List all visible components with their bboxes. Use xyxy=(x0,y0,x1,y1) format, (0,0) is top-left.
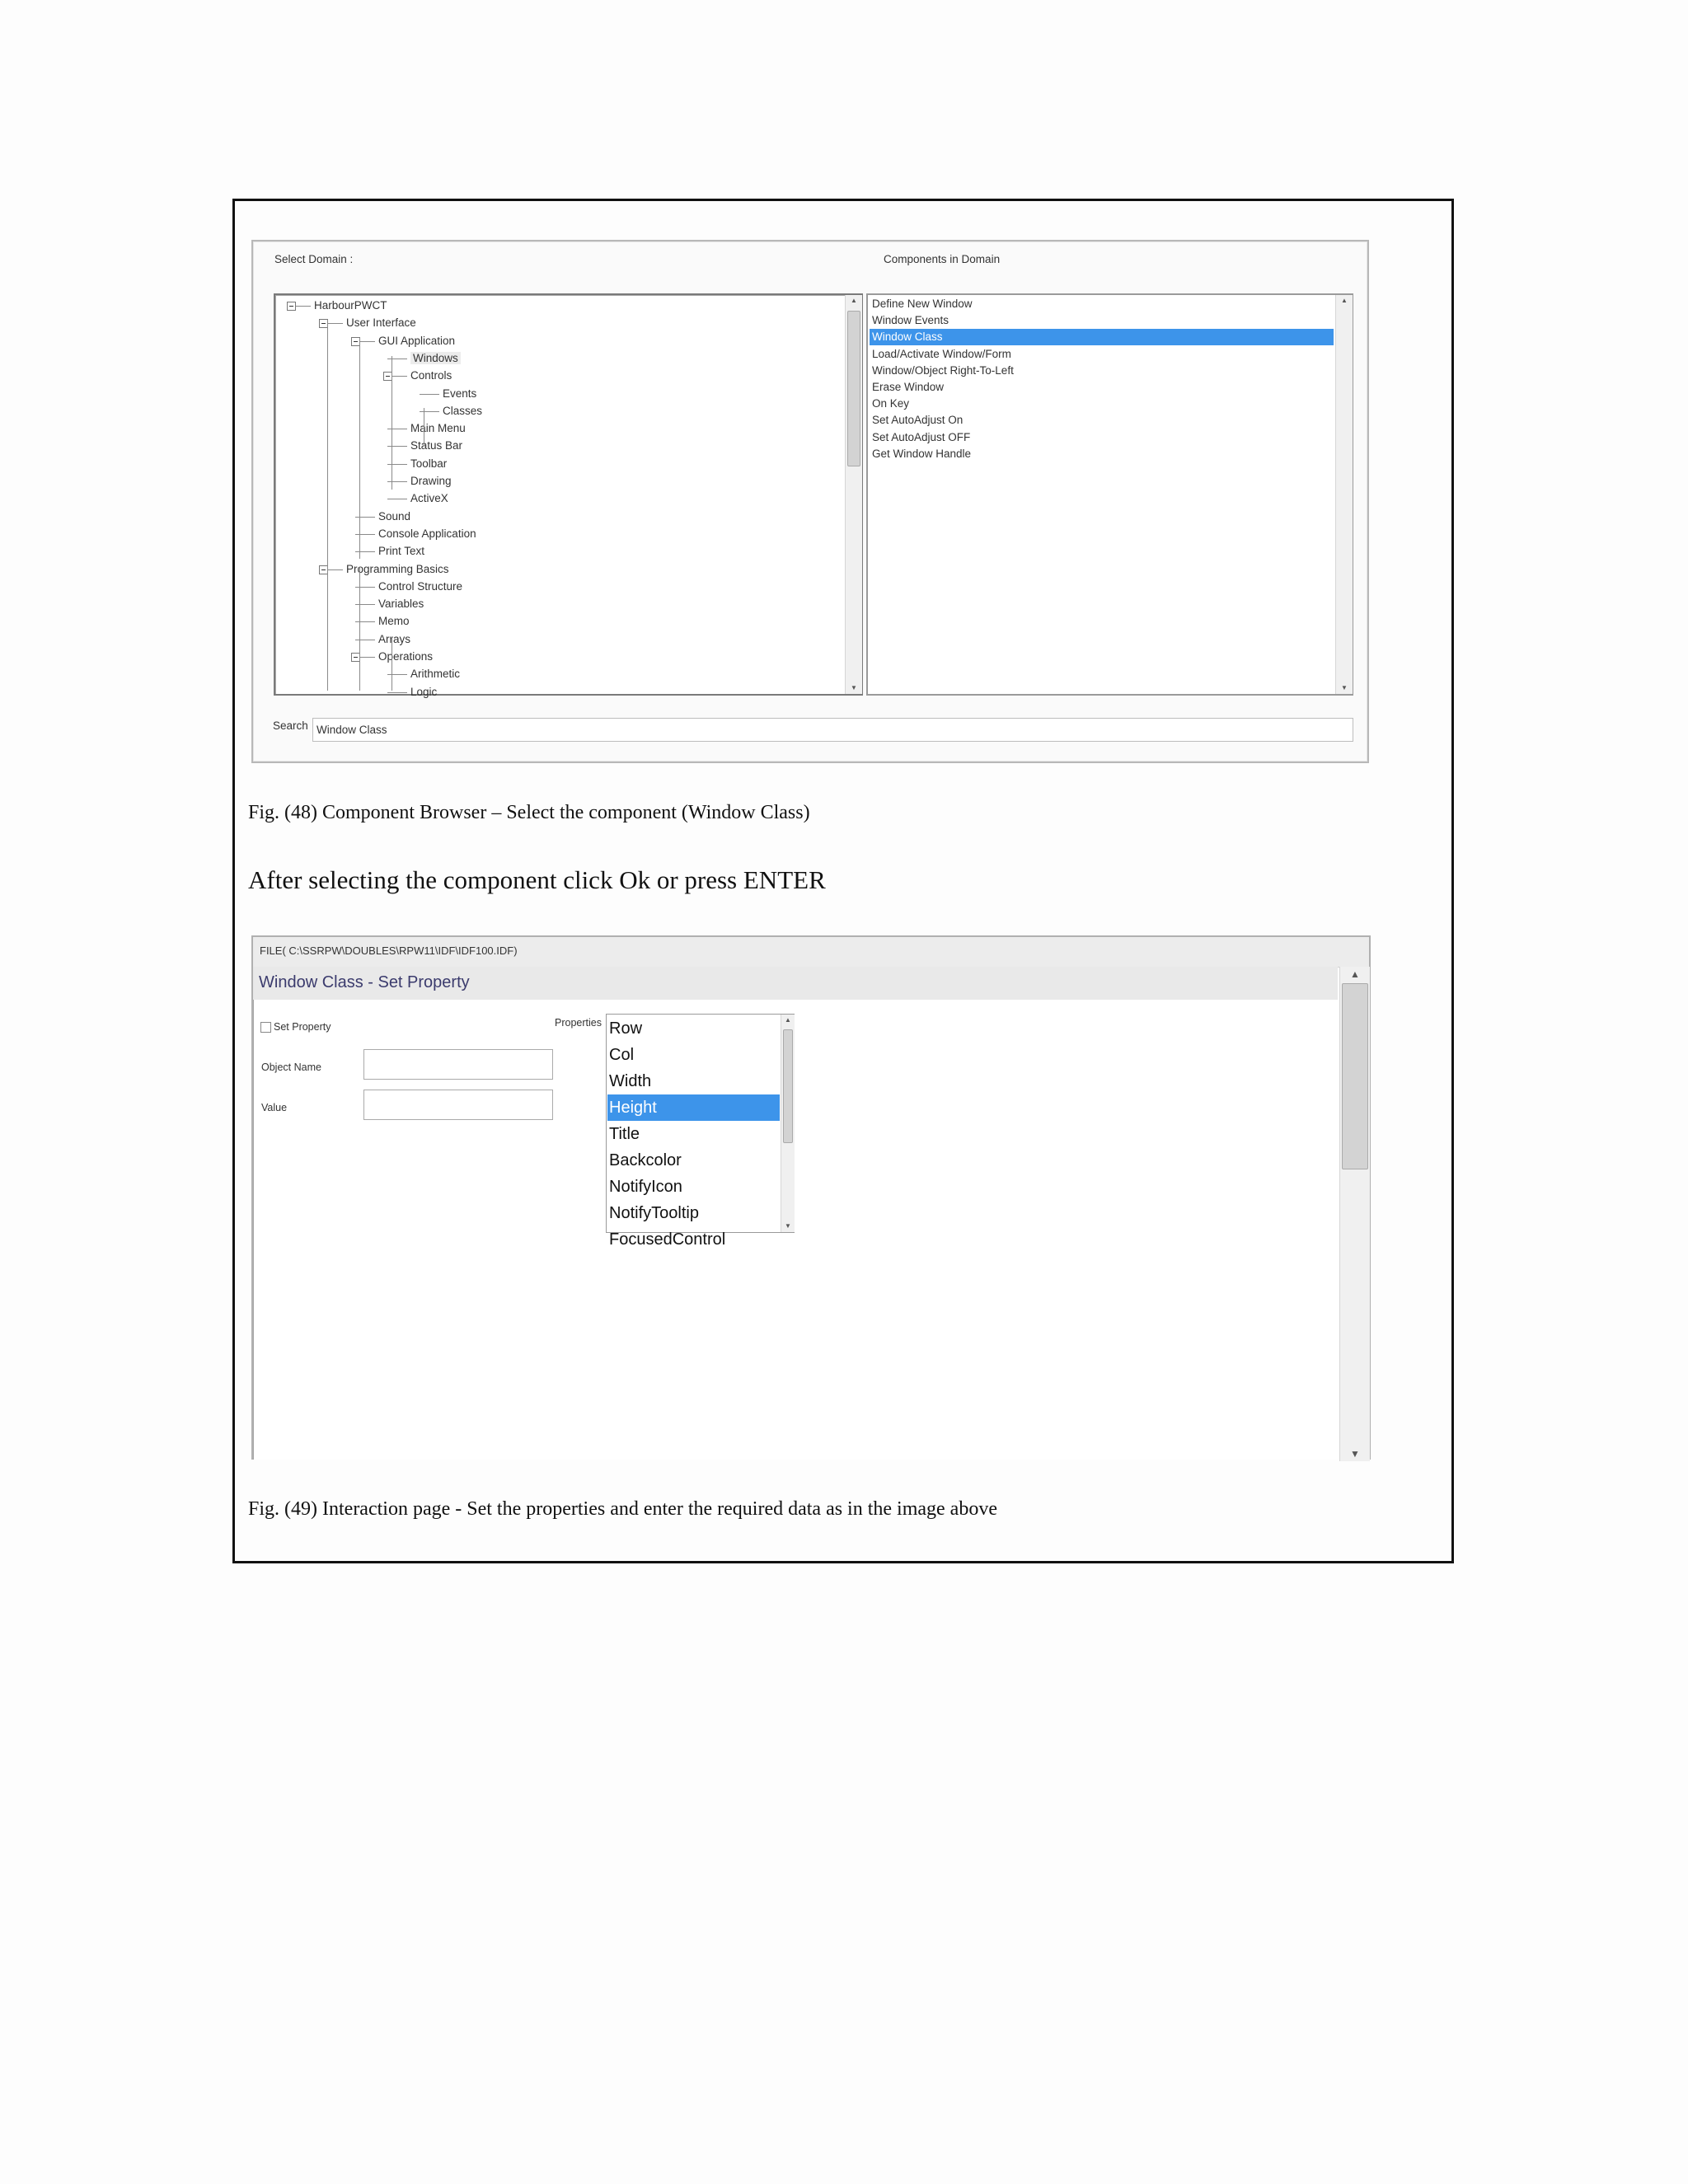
tree-scroll-thumb[interactable] xyxy=(847,311,860,466)
properties-list[interactable] xyxy=(606,1014,795,1249)
tree-item-label: User Interface xyxy=(346,316,416,330)
figure-49-caption: Fig. (49) Interaction page - Set the properties and enter the required data as in the image above xyxy=(248,1498,997,1520)
tree-item[interactable] xyxy=(378,613,410,630)
property-item[interactable]: Title xyxy=(609,1125,640,1143)
properties-scroll-thumb[interactable] xyxy=(783,1029,793,1143)
tree-item[interactable] xyxy=(410,473,452,490)
tree-connector xyxy=(387,464,407,465)
tree-item[interactable] xyxy=(410,684,437,701)
tree-connector xyxy=(392,376,407,377)
tree-item-label: Print Text xyxy=(378,545,425,558)
set-property-checkbox[interactable] xyxy=(260,1022,271,1033)
component-item[interactable]: Set AutoAdjust OFF xyxy=(872,430,971,443)
property-item[interactable]: Height xyxy=(607,1094,780,1121)
page-scroll-thumb[interactable] xyxy=(1342,983,1368,1169)
file-path-bar xyxy=(253,937,1369,968)
figure-48-caption: Fig. (48) Component Browser – Select the component (Window Class) xyxy=(248,802,810,823)
tree-item[interactable] xyxy=(378,579,462,595)
search-label: Search xyxy=(273,719,308,732)
component-item[interactable]: Window/Object Right-To-Left xyxy=(872,363,1014,377)
left-edge xyxy=(253,1000,254,1460)
window-title: Window Class - Set Property xyxy=(259,973,470,991)
tree-item[interactable] xyxy=(378,509,410,525)
tree-guide-line xyxy=(359,338,360,559)
tree-item[interactable] xyxy=(410,350,461,367)
tree-connector xyxy=(360,657,375,658)
tree-item[interactable] xyxy=(378,649,433,665)
scroll-down-icon[interactable]: ▼ xyxy=(851,684,857,691)
value-label: Value xyxy=(261,1102,288,1113)
property-item[interactable]: NotifyIcon xyxy=(609,1178,682,1196)
tree-item-label: Control Structure xyxy=(378,579,463,593)
tree-item-label: Logic xyxy=(410,685,438,698)
tree-connector xyxy=(360,341,375,342)
property-item[interactable]: NotifyTooltip xyxy=(609,1204,699,1222)
component-item[interactable]: Window Class xyxy=(870,329,1334,345)
tree-item-label: Memo xyxy=(378,615,410,628)
component-item[interactable]: Set AutoAdjust On xyxy=(872,414,964,427)
tree-item-label: Arrays xyxy=(378,632,411,645)
tree-item[interactable] xyxy=(346,561,449,578)
tree-item-label: Sound xyxy=(378,509,411,523)
value-input[interactable] xyxy=(363,1090,553,1120)
interaction-page xyxy=(251,935,1371,1460)
tree-item-label: Toolbar xyxy=(410,457,448,470)
tree-connector xyxy=(355,621,375,622)
property-item[interactable]: Col xyxy=(609,1046,635,1064)
page-scrollbar[interactable] xyxy=(1339,967,1370,1461)
tree-connector xyxy=(387,674,407,675)
tree-item[interactable] xyxy=(378,333,455,349)
tree-connector xyxy=(355,604,375,605)
component-item[interactable]: Get Window Handle xyxy=(872,447,972,460)
tree-connector xyxy=(387,446,407,447)
tree-item-label: ActiveX xyxy=(410,492,448,505)
scroll-up-icon[interactable]: ▲ xyxy=(851,297,857,304)
property-item[interactable]: FocusedControl xyxy=(609,1230,726,1249)
tree-item-label: Programming Basics xyxy=(346,562,449,575)
tree-connector xyxy=(355,587,375,588)
tree-item-label: HarbourPWCT xyxy=(314,299,387,312)
instruction-text: After selecting the component click Ok or press ENTER xyxy=(248,865,826,894)
properties-label: Properties xyxy=(555,1017,602,1029)
tree-scrollbar[interactable] xyxy=(845,295,862,694)
components-scrollbar[interactable] xyxy=(1335,295,1353,694)
component-item[interactable]: Erase Window xyxy=(872,381,945,393)
tree-connector xyxy=(296,306,311,307)
tree-connector xyxy=(328,323,343,324)
tree-connector xyxy=(420,394,439,395)
scroll-up-icon[interactable]: ▲ xyxy=(785,1016,791,1024)
tree-guide-line xyxy=(359,567,360,691)
scroll-down-icon[interactable]: ▼ xyxy=(1350,1448,1360,1460)
tree-connector xyxy=(387,692,407,693)
tree-item-label: Controls xyxy=(410,369,452,382)
tree-item-label: Main Menu xyxy=(410,422,466,435)
tree-item[interactable] xyxy=(410,438,462,454)
property-item[interactable]: Width xyxy=(609,1072,652,1090)
tree-item-label: GUI Application xyxy=(378,334,456,347)
component-item[interactable]: Window Events xyxy=(872,314,950,327)
component-item[interactable]: Define New Window xyxy=(872,298,973,310)
property-item[interactable]: Backcolor xyxy=(609,1151,682,1169)
tree-connector xyxy=(355,551,375,552)
scroll-up-icon[interactable]: ▲ xyxy=(1350,968,1360,980)
tree-item-label: Arithmetic xyxy=(410,668,461,681)
tree-item[interactable] xyxy=(410,456,447,472)
object-name-input[interactable] xyxy=(363,1049,553,1080)
tree-item[interactable] xyxy=(410,368,452,384)
tree-item[interactable] xyxy=(410,490,448,507)
property-item[interactable]: Row xyxy=(609,1019,643,1038)
tree-item[interactable] xyxy=(410,420,466,437)
tree-item[interactable] xyxy=(443,403,482,419)
tree-item-label: Console Application xyxy=(378,527,476,540)
set-property-label: Set Property xyxy=(274,1021,331,1033)
tree-item-label: Drawing xyxy=(410,475,452,487)
tree-connector xyxy=(420,411,439,412)
scroll-down-icon[interactable]: ▼ xyxy=(785,1222,791,1230)
tree-item[interactable] xyxy=(378,596,424,612)
tree-item-label: Variables xyxy=(378,598,424,611)
tree-item-label: Operations xyxy=(378,650,434,663)
component-item[interactable]: On Key xyxy=(872,397,910,410)
tree-item[interactable] xyxy=(378,543,424,560)
tree-connector xyxy=(387,481,407,482)
select-domain-label: Select Domain : xyxy=(274,253,354,265)
properties-scrollbar[interactable] xyxy=(781,1015,795,1232)
window-title-bar xyxy=(253,967,1338,1000)
tree-item[interactable] xyxy=(314,298,387,314)
components-in-domain-label: Components in Domain xyxy=(884,253,1001,265)
object-name-label: Object Name xyxy=(261,1062,321,1073)
tree-item-label: Classes xyxy=(443,404,483,417)
tree-item-label: Windows xyxy=(410,352,461,364)
tree-item[interactable] xyxy=(443,386,476,402)
tree-item[interactable] xyxy=(378,526,476,542)
tree-item[interactable] xyxy=(346,315,416,331)
tree-connector xyxy=(355,517,375,518)
tree-item[interactable] xyxy=(378,631,410,648)
component-item[interactable]: Load/Activate Window/Form xyxy=(872,347,1011,360)
tree-connector xyxy=(328,569,343,570)
tree-guide-line xyxy=(327,320,328,691)
file-path: FILE( C:\SSRPW\DOUBLES\RPW11\IDF\IDF100.IDF) xyxy=(260,944,518,957)
component-browser xyxy=(251,240,1369,763)
tree-item-label: Status Bar xyxy=(410,439,463,452)
domain-tree[interactable] xyxy=(274,293,863,696)
tree-item[interactable] xyxy=(410,666,460,682)
scroll-down-icon[interactable]: ▼ xyxy=(1341,684,1348,691)
collapse-icon[interactable] xyxy=(287,302,296,311)
tree-item-label: Events xyxy=(443,387,477,400)
scroll-up-icon[interactable]: ▲ xyxy=(1341,297,1348,304)
components-list[interactable] xyxy=(866,293,1353,696)
tree-connector xyxy=(355,534,375,535)
search-input[interactable] xyxy=(312,718,1353,742)
